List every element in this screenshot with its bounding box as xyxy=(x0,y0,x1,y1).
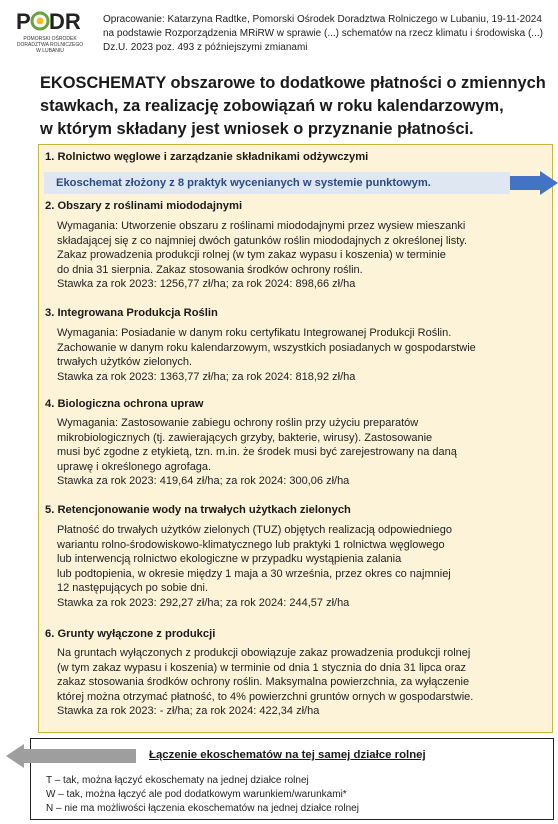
combining-title: Łączenie ekoschematów na tej samej działce rolnej xyxy=(149,749,426,761)
rate-line: Stawka za rok 2023: - zł/ha; za rok 2024: 422,34 zł/ha xyxy=(57,705,320,718)
body-line: do dnia 31 sierpnia. Zakaz stosowania środków ochrony roślin. xyxy=(57,263,363,276)
rate-line: Stawka za rok 2023: 419,64 zł/ha; za rok 2024: 300,06 zł/ha xyxy=(57,475,350,488)
page-title xyxy=(40,72,550,141)
body-line: Wymagania: Zastosowanie zabiegu ochrony roślin przy użyciu preparatów xyxy=(57,417,419,429)
section-title: 6. Grunty wyłączone z produkcji xyxy=(45,628,216,640)
body-line: wariantu rolno-środowiskowo-klimatycznego lub praktyki 1 rolnictwa węglowego xyxy=(57,538,445,551)
legend-item: W – tak, można łączyć ale pod dodatkowym warunkiem/warunkami* xyxy=(46,789,347,800)
body-line: Na gruntach wyłączonych z produkcji obowiązuje zakaz prowadzenia produkcji rolnej xyxy=(57,647,471,659)
body-line: Płatność do trwałych użytków zielonych (TUZ) objętych realizacją odpowiedniego xyxy=(57,524,452,536)
section-title: 1. Rolnictwo węglowe i zarządzanie składnikami odżywczymi xyxy=(45,151,369,163)
legend-item: T – tak, można łączyć ekoschematy na jednej działce rolnej xyxy=(46,775,309,786)
podr-logo xyxy=(16,8,84,60)
svg-text:DR: DR xyxy=(49,9,80,34)
body-line: 12 następujących po sobie dni. xyxy=(57,582,209,595)
body-line: Zakaz prowadzenia produkcji rolnej (w tym zakaz wypasu i koszenia) w terminie xyxy=(57,249,446,262)
body-line: lub podtopienia, w okresie między 1 maja a 30 września, przez okres co najmniej xyxy=(57,567,451,580)
body-line: której można otrzymać płatność, to 4% powierzchni gruntów ornych w gospodarstwie. xyxy=(57,690,474,703)
body-line: lub interwencją rolnictwo ekologiczne w przypadku wystąpienia zalania xyxy=(57,553,402,566)
rate-line: Stawka za rok 2023: 1256,77 zł/ha; za rok 2024: 898,66 zł/ha xyxy=(57,278,356,291)
header-line: Dz.U. 2023 poz. 493 z późniejszymi zmianami xyxy=(103,42,308,53)
section-body xyxy=(57,523,541,611)
banner-point-system: Ekoschemat złożony z 8 praktyk wycenianych w systemie punktowym. xyxy=(44,172,510,194)
body-line: musi być zgodne z etykietą, tzn. m.in. że środek musi być zarejestrowany na daną xyxy=(57,446,457,459)
rate-line: Stawka za rok 2023: 292,27 zł/ha; za rok 2024: 244,57 zł/ha xyxy=(57,596,350,609)
section-title: 4. Biologiczna ochrona upraw xyxy=(45,398,204,410)
title-line: EKOSCHEMATY obszarowe to dodatkowe płatności o zmiennych xyxy=(40,74,546,92)
arrow-left-icon xyxy=(6,744,136,768)
body-line: Wymagania: Utworzenie obszaru z roślinami miododajnymi przez wysiew mieszanki xyxy=(57,220,466,232)
section-title: 2. Obszary z roślinami miododajnymi xyxy=(45,200,243,212)
rate-line: Stawka za rok 2023: 1363,77 zł/ha; za rok 2024: 818,92 zł/ha xyxy=(57,370,356,383)
arrow-right-icon xyxy=(510,171,558,195)
legend-item: N – nie ma możliwości łączenia ekoschematów na jednej działce rolnej xyxy=(46,803,359,814)
body-line: zakaz stosowania środków ochrony roślin. Maksymalna powierzchnia, za wyłączenie xyxy=(57,676,470,689)
svg-text:P: P xyxy=(16,9,31,34)
combining-legend xyxy=(46,774,359,816)
section-title: 5. Retencjonowanie wody na trwałych użytkach zielonych xyxy=(45,504,351,516)
header-credits xyxy=(103,13,553,55)
header-line: na podstawie Rozporządzenia MRiRW w sprawie (...) schematów na rzecz klimatu i środowiska (...) xyxy=(103,28,543,39)
body-line: składającej się z co najmniej dwóch gatunków roślin miododajnych z określonej listy. xyxy=(57,234,468,247)
body-line: mikrobiologicznych (tj. zawierających grzyby, bakterie, wirusy). Zastosowanie xyxy=(57,431,433,444)
header-line: Opracowanie: Katarzyna Radtke, Pomorski Ośrodek Doradztwa Rolniczego w Lubaniu, 19-11-2024 xyxy=(103,14,542,25)
section-title: 3. Integrowana Produkcja Roślin xyxy=(45,307,218,319)
logo-mark-icon xyxy=(16,8,80,34)
header xyxy=(0,0,558,64)
body-line: (w tym zakaz wypasu i koszenia) w terminie od dnia 1 stycznia do dnia 31 lipca oraz xyxy=(57,661,467,674)
section-body xyxy=(57,416,541,489)
section-body xyxy=(57,219,541,292)
body-line: Zachowanie w danym roku kalendarzowym, wszystkich posiadanych w gospodarstwie xyxy=(57,341,476,354)
body-line: trwałych użytków zielonych. xyxy=(57,356,193,369)
body-line: uprawę i określonego agrofaga. xyxy=(57,460,212,473)
logo-subtitle: POMORSKI OŚRODEK DORADZTWA ROLNICZEGO W LUBANIU xyxy=(16,36,84,54)
section-body xyxy=(57,326,541,384)
section-body xyxy=(57,646,541,719)
body-line: Wymagania: Posiadanie w danym roku certyfikatu Integrowanej Produkcji Roślin. xyxy=(57,327,452,339)
title-line: w którym składany jest wniosek o przyznanie płatności. xyxy=(40,120,474,138)
title-line: stawkach, za realizację zobowiązań w roku kalendarzowym, xyxy=(40,97,504,115)
